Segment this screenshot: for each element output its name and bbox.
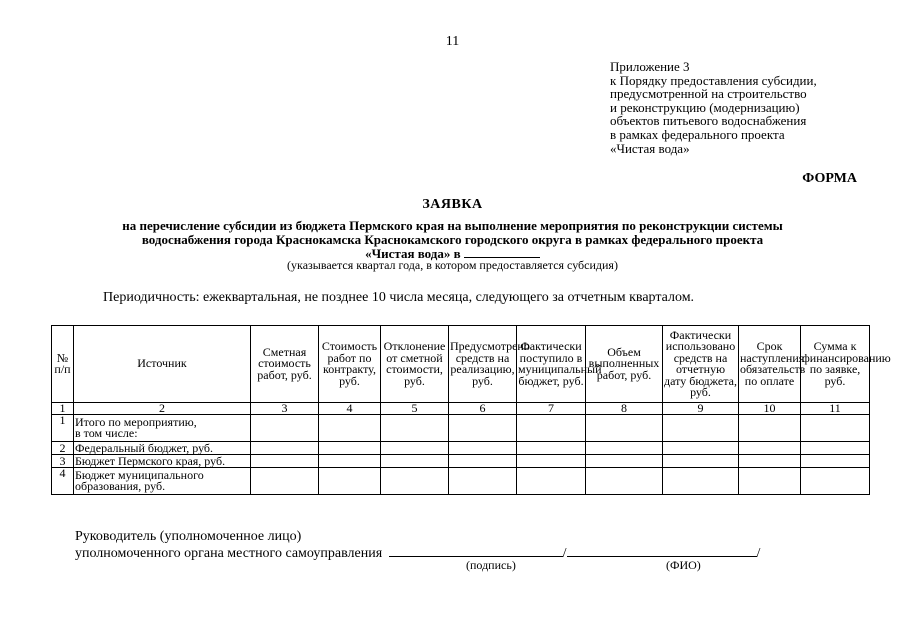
appendix-line: в рамках федерального проекта [610,126,785,142]
form-label: ФОРМА [802,171,857,186]
column-number: 5 [381,403,449,415]
value-cell[interactable] [801,468,870,495]
column-number: 11 [801,403,870,415]
document-title: ЗАЯВКА [422,197,483,212]
value-cell[interactable] [586,455,663,468]
value-cell[interactable] [801,442,870,455]
slash-separator: / [562,546,567,561]
quarter-note: (указывается квартал года, в котором предоставляется субсидия) [287,258,618,272]
table-row [52,455,870,468]
periodicity-text: Периодичность: ежеквартальная, не позднее 10 числа месяца, следующего за отчетным кварталом. [103,290,695,305]
value-cell[interactable] [739,442,801,455]
appendix-note [610,60,817,155]
row-number: 1 [52,415,74,442]
table-row [52,415,870,442]
appendix-line: предусмотренной на строительство [610,86,807,102]
signature-role-line: Руководитель (уполномоченное лицо) [75,529,302,544]
value-cell[interactable] [663,468,739,495]
page-number: 11 [445,34,460,49]
value-cell[interactable] [319,415,381,442]
value-cell[interactable] [801,415,870,442]
table-row [52,468,870,495]
fio-caption: (ФИО) [666,558,701,572]
column-number: 1 [52,403,74,415]
value-cell[interactable] [251,415,319,442]
appendix-line: и реконструкцию (модернизацию) [610,99,800,115]
value-cell[interactable] [381,455,449,468]
header-cell: Отклонение от сметной стоимости, руб. [381,326,449,403]
header-cell: Предусмотрено средств на реализацию, руб. [449,326,517,403]
column-number-row [52,403,870,415]
value-cell[interactable] [381,442,449,455]
column-number: 3 [251,403,319,415]
value-cell[interactable] [381,468,449,495]
value-cell[interactable] [319,442,381,455]
value-cell[interactable] [319,455,381,468]
column-number: 2 [74,403,251,415]
header-cell: Сумма к финансированию по заявке, руб. [801,326,870,403]
value-cell[interactable] [663,415,739,442]
row-source: Бюджет Пермского края, руб. [74,455,251,468]
header-cell: Фактически поступило в муниципальный бюджет, руб. [517,326,586,403]
header-cell: № п/п [52,326,74,403]
column-number: 9 [663,403,739,415]
header-cell: Фактически использовано средств на отчетную дату бюджета, руб. [663,326,739,403]
header-cell: Стоимость работ по контракту, руб. [319,326,381,403]
signature-caption: (подпись) [466,558,516,572]
row-source [74,415,251,442]
value-cell[interactable] [739,455,801,468]
row-source-line: Бюджет муниципального [75,467,204,482]
column-number: 6 [449,403,517,415]
value-cell[interactable] [801,455,870,468]
document-subtitle [0,219,905,261]
column-number: 8 [586,403,663,415]
value-cell[interactable] [586,468,663,495]
row-number: 4 [52,468,74,495]
row-source-line: в том числе: [75,426,138,440]
value-cell[interactable] [251,442,319,455]
signature-organ-text: уполномоченного органа местного самоуправления [75,546,383,561]
subtitle-line-1: на перечисление субсидии из бюджета Пермского края на выполнение мероприятия по реконструкции системы [122,218,783,233]
value-cell[interactable] [517,415,586,442]
value-cell[interactable] [517,442,586,455]
quarter-blank[interactable] [464,246,540,258]
value-cell[interactable] [586,415,663,442]
appendix-line: Приложение 3 [610,59,690,74]
value-cell[interactable] [739,415,801,442]
value-cell[interactable] [663,442,739,455]
request-table [51,325,891,495]
signature-organ-line [75,544,760,561]
value-cell[interactable] [586,442,663,455]
table-header-row [52,326,870,403]
value-cell[interactable] [319,468,381,495]
row-number: 2 [52,442,74,455]
row-number: 3 [52,455,74,468]
header-cell: Сметная стоимость работ, руб. [251,326,319,403]
row-source [74,468,251,495]
column-number: 7 [517,403,586,415]
slash-separator: / [756,546,761,561]
value-cell[interactable] [449,442,517,455]
subtitle-line-2: водоснабжения города Краснокамска Краснокамского городского округа в рамках федерального проекта [141,231,764,247]
header-cell: Источник [74,326,251,403]
value-cell[interactable] [739,468,801,495]
value-cell[interactable] [449,468,517,495]
appendix-line: к Порядку предоставления субсидии, [610,72,817,88]
subtitle-line-3-text: «Чистая вода» в [365,246,461,261]
row-source-line: Итого по мероприятию, [75,414,197,429]
value-cell[interactable] [663,455,739,468]
value-cell[interactable] [381,415,449,442]
value-cell[interactable] [449,455,517,468]
table-row [52,442,870,455]
row-source-line: образования, руб. [75,479,166,493]
column-number: 4 [319,403,381,415]
value-cell[interactable] [517,468,586,495]
column-number: 10 [739,403,801,415]
row-source: Федеральный бюджет, руб. [74,442,251,455]
value-cell[interactable] [517,455,586,468]
appendix-line: «Чистая вода» [610,140,690,156]
fio-blank[interactable] [567,544,757,557]
value-cell[interactable] [251,468,319,495]
value-cell[interactable] [449,415,517,442]
value-cell[interactable] [251,455,319,468]
appendix-line: объектов питьевого водоснабжения [610,113,807,129]
signature-blank[interactable] [389,544,563,557]
header-cell: Срок наступления обязательств по оплате [739,326,801,403]
header-cell: Объем выполненных работ, руб. [586,326,663,403]
